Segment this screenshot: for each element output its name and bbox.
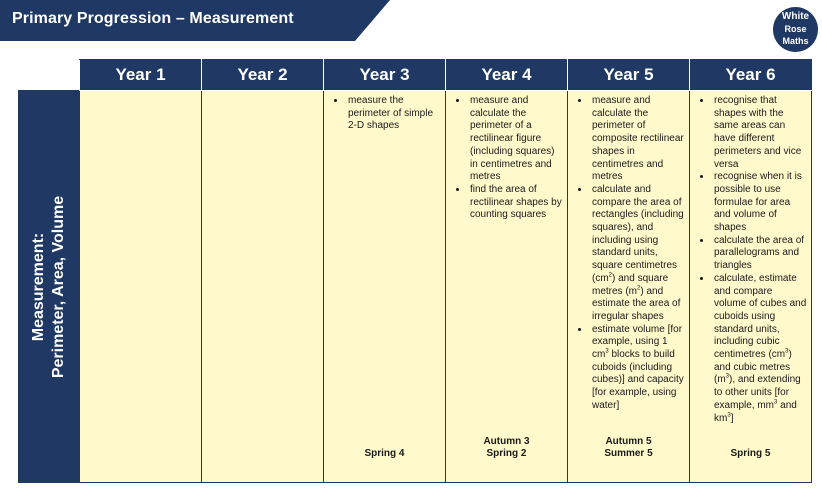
year-header-1: Year 1 (80, 60, 202, 91)
term-text: Spring 2 (486, 448, 527, 459)
term-text: Summer 5 (604, 448, 653, 459)
objective-item: • calculate, estimate and compare volume of cubes and cuboids using standard units, including cubic centimetres $(cm^3)$ and cubic metres $(m^3)$, and extending to other units [for example, $mm^3$ and $km^3$] (712, 273, 807, 425)
white-rose-maths-logo (773, 7, 818, 52)
year-cell-2 (202, 91, 324, 483)
term-text: Autumn 3 (483, 436, 530, 447)
term-label (446, 436, 567, 460)
term-text: Spring 4 (364, 448, 405, 459)
objective-list (456, 95, 563, 222)
term-label (568, 436, 689, 460)
content-row (19, 91, 812, 483)
objective-item: • estimate volume [for example, using 1 $cm^3$ blocks to build cuboids (including cubes)] and capacity [for example, using water] (590, 324, 685, 413)
progression-table (18, 59, 812, 483)
objective-item: • find the area of rectilinear shapes by counting squares (468, 184, 563, 222)
year-cell-3 (324, 91, 446, 483)
year-header-6: Year 6 (690, 60, 812, 91)
page-title: Primary Progression – Measurement (12, 10, 294, 27)
corner-cell (19, 60, 80, 91)
objective-item: • recognise that shapes with the same areas can have different perimeters and vice versa (712, 95, 807, 171)
year-cell-4 (446, 91, 568, 483)
row-label (29, 195, 69, 377)
term-text: Autumn 5 (605, 436, 652, 447)
objective-item: • measure the perimeter of simple 2-D shapes (346, 95, 441, 133)
year-header-5: Year 5 (568, 60, 690, 91)
header-banner (0, 0, 390, 41)
row-label-line-2: Perimeter, Area, Volume (50, 195, 67, 378)
objective-item: • calculate and compare the area of rectangles (including squares), and including using standard units, square centimetres $(cm^2)$ and square metres $(m^2)$ and estimate the area of irregular shapes (590, 184, 685, 324)
year-header-row (19, 60, 812, 91)
objective-item: • recognise when it is possible to use formulae for area and volume of shapes (712, 171, 807, 235)
row-label-cell (19, 91, 80, 483)
year-cell-1 (80, 91, 202, 483)
logo-line-1: White (781, 11, 810, 22)
logo-line-3: Maths (782, 36, 809, 46)
row-label-line-1: Measurement: (30, 232, 47, 341)
objective-item: • measure and calculate the perimeter of composite rectilinear shapes in centimetres and metres (590, 95, 685, 184)
objective-item: • calculate the area of parallelograms and triangles (712, 235, 807, 273)
objective-list (334, 95, 441, 133)
objective-list (700, 95, 807, 425)
year-header-4: Year 4 (446, 60, 568, 91)
year-cell-6 (690, 91, 812, 483)
term-label (324, 448, 445, 460)
logo-line-2: Rose (784, 24, 807, 34)
year-header-3: Year 3 (324, 60, 446, 91)
objective-item: • measure and calculate the perimeter of a rectilinear figure (including squares) in centimetres and metres (468, 95, 563, 184)
year-header-2: Year 2 (202, 60, 324, 91)
year-cell-5 (568, 91, 690, 483)
objective-list (578, 95, 685, 413)
term-text: Spring 5 (730, 448, 771, 459)
term-label (690, 448, 811, 460)
